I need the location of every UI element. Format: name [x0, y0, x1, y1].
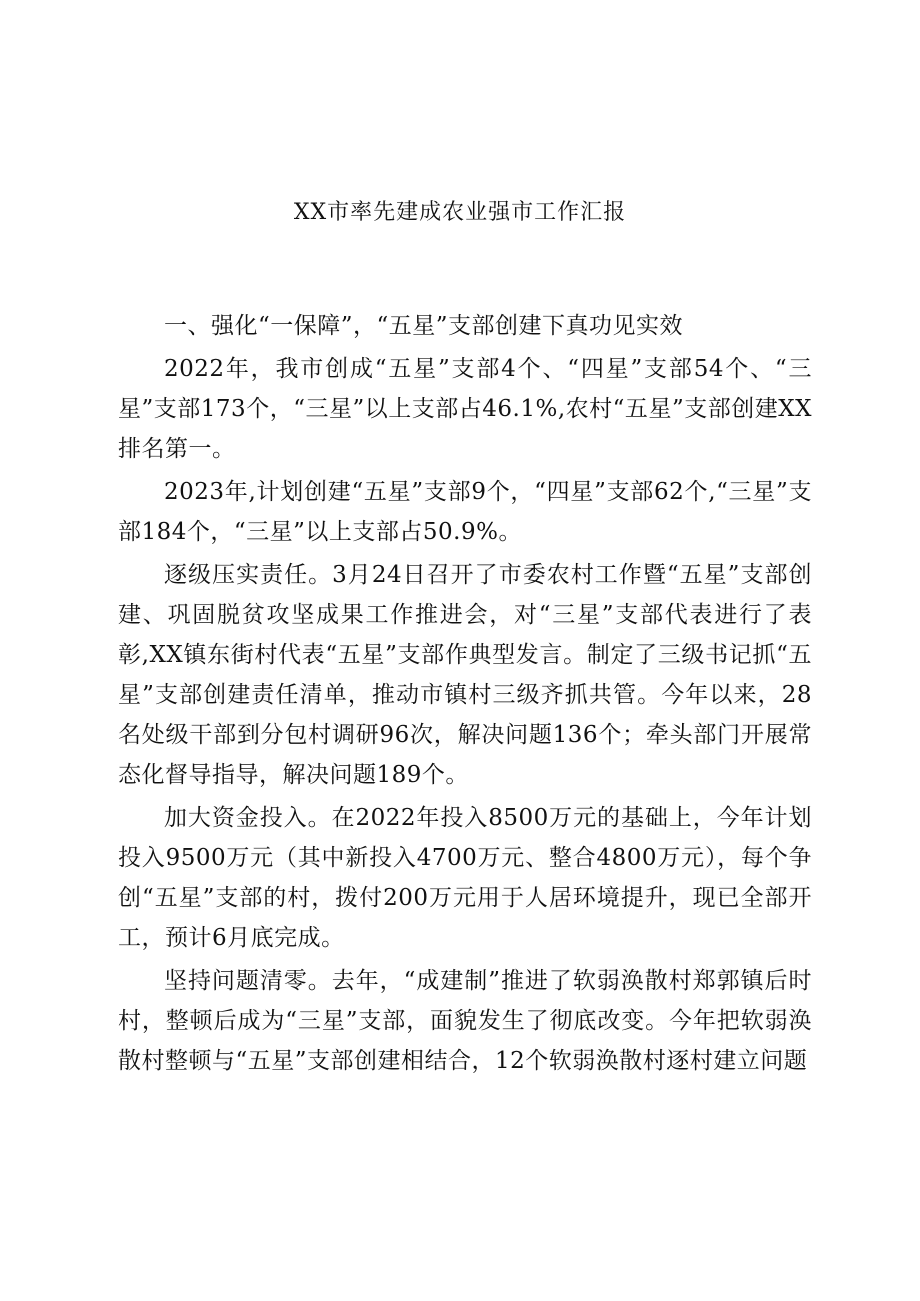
- document-title: XX市率先建成农业强市工作汇报: [293, 200, 627, 225]
- paragraph-2022-results: 2022年，我市创成“五星”支部4个、“四星”支部54个、“三星”支部173个，“三星”以上支部占46.1%,农村“五星”支部创建XX排名第一。: [118, 356, 812, 462]
- paragraph-problem-clearing: 坚持问题清零。去年，“成建制”推进了软弱涣散村郑郭镇后时村，整顿后成为“三星”支部，面貌发生了彻底改变。今年把软弱涣散村整顿与“五星”支部创建相结合，12个软弱涣散村逐村建立问题: [118, 968, 812, 1074]
- section-heading: 一、强化“一保障”，“五星”支部创建下真功见实效: [164, 313, 684, 339]
- document-body: [118, 306, 812, 1084]
- paragraph-2023-plan: 2023年,计划创建“五星”支部9个，“四星”支部62个,“三星”支部184个，“三星”以上支部占50.9%。: [118, 479, 812, 545]
- paragraph-responsibility: 逐级压实责任。3月24日召开了市委农村工作暨“五星”支部创建、巩固脱贫攻坚成果工作推进会，对“三星”支部代表进行了表彰,XX镇东街村代表“五星”支部作典型发言。制定了三级书记抓“五星”支部创建责任清单，推动市镇村三级齐抓共管。今年以来，28名处级干部到分包村调研96次，解决问题136个；牵头部门开展常态化督导指导，解决问题189个。: [118, 562, 812, 788]
- paragraph-funding: 加大资金投入。在2022年投入8500万元的基础上，今年计划投入9500万元（其中新投入4700万元、整合4800万元），每个争创“五星”支部的村，拨付200万元用于人居环境提升，现已全部开工，预计6月底完成。: [118, 805, 812, 951]
